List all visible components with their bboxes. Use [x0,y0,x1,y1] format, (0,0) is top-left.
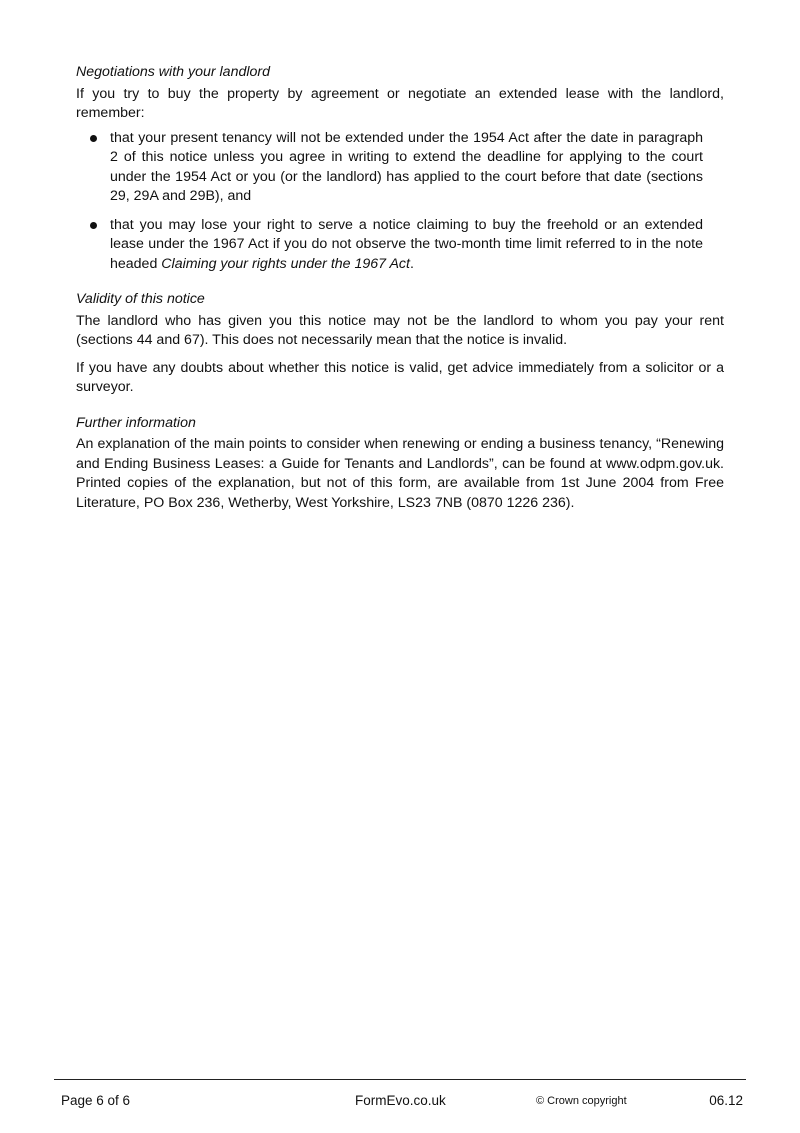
section-heading: Validity of this notice [76,291,205,307]
section-intro: If you try to buy the property by agreement or negotiate an extended lease with the landlord, remember: [76,85,724,121]
page-number: Page 6 of 6 [61,1093,131,1108]
section-negotiations [76,63,724,274]
section-validity [76,290,724,398]
paragraph: An explanation of the main points to consider when renewing or ending a business tenancy, “Renewing and Ending Business Leases: a Guide for Tenants and Landlords”, can be found at www.odpm.gov.uk. Printed copies of the explanation, but not of this form, are available from 1st June 2004 from Free Literature, PO Box 236, Wetherby, West Yorkshire, LS23 7NB (0870 1226 236). [76,436,724,511]
site-name: FormEvo.co.uk [355,1093,446,1108]
section-heading: Further information [76,414,196,431]
section-further-information [76,414,724,514]
section-heading: Negotiations with your landlord [76,64,271,80]
copyright-notice: © Crown copyright [536,1095,627,1107]
page-footer [54,1079,746,1120]
paragraph: If you have any doubts about whether this notice is valid, get advice immediately from a solicitor or a surveyor. [76,359,724,395]
document-body [76,63,724,529]
bullet-text: that you may lose your right to serve a notice claiming to buy the freehold or an extended lease under the 1967 Act if you do not observe the two-month time limit referred to in the note headed [110,216,703,272]
form-version: 06.12 [709,1093,743,1108]
bullet-item [76,129,724,207]
bullet-icon [90,135,97,142]
bullet-end: . [409,255,414,272]
bullet-icon [90,222,97,229]
bullet-text: that your present tenancy will not be extended under the 1954 Act after the date in paragraph 2 of this notice unless you agree in writing to extend the deadline for applying to the court under the 1954 Act or you (or the landlord) has applied to the court before that date (sections 29, 29A and 29B), and [110,129,703,204]
bullet-list [76,129,724,275]
bullet-item [76,216,724,275]
bullet-emphasis: Claiming your rights under the 1967 Act [161,255,410,272]
paragraph: The landlord who has given you this notice may not be the landlord to whom you pay your rent (sections 44 and 67). This does not necessarily mean that the notice is invalid. [76,312,724,348]
